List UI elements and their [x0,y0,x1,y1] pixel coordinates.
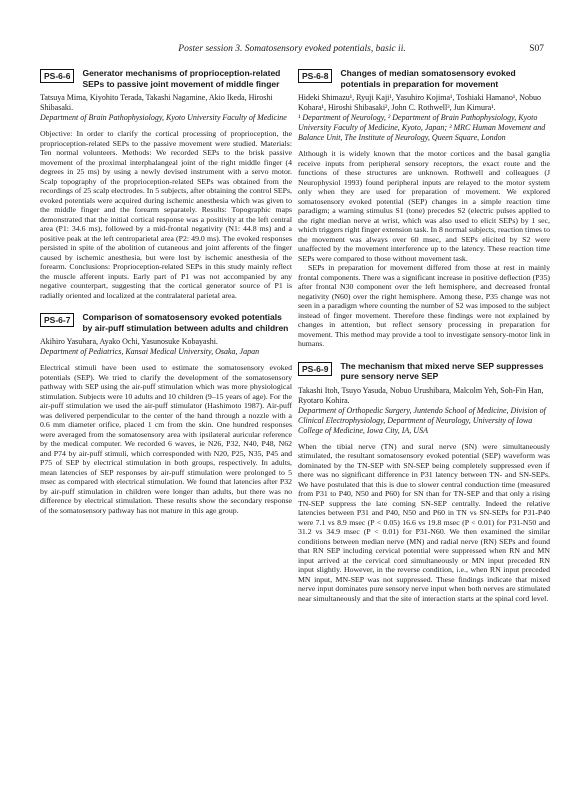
abstract-code: PS-6-8 [298,69,332,83]
abstract-header [298,361,550,382]
abstract-ps-6-9 [298,361,550,604]
abstract-body: Objective: In order to clarify the cortical processing of proprioception, the proprioception-related SEPs to the passive movement were studied. Materials: Ten normal volunteers. Methods: We recorded SEPs to the brisk passive movement of the proximal interphalangeal joint of the right middle finger (4 degrees in 25 ms) by using a newly devised instrument with a servo motor. Scalp topography of the proprioception-related SEPs was obtained from the recordings of 25 scalp electrodes. In 5 subjects, after obtaining the control SEPs, evoked potentials were acquired during ischemic anesthesia which was given to the middle finger and the forearm separately. Results: Topographic maps demonstrated that the initial cortical response was a positivity at the left central area (P1: 34.6 ms), followed by a mid-frontal negativity (N1: 44.8 ms) and a positive peak at the left centroparietal area (P2: 49.0 ms). The evoked responses persisted in spite of the abolition of cutaneous and joint afferents of the finger caused by ischemic anesthesia, but were lost by ischemic anesthesia of the forearm. Conclusions: Proprioception-related SEPs in this study mainly reflect the muscle afferent inputs. Early part of P1 was not accompanied by any negative counterpart, suggesting that the cortical generator source of P1 is radially oriented and localized at the contralateral parietal area. [40,129,292,300]
running-title: Poster session 3. Somatosensory evoked potentials, basic ii. [178,44,406,54]
abstract-body: Electrical stimuli have been used to estimate the somatosensory evoked potentials (SEP). We tried to clarify the development of the somatosensory pathway with SEP using the air-puff stimulation which was more physiological stimulation. Subjects were 10 adults and 10 children (9–15 years of age). For the air-puff stimulation we used the air-puff stimulator (Hashimoto 1987). Air-puff was delivered perpendicular to the center of the hand through a nozzle with a 0.6 mm diameter orifice, placed 1 cm from the skin. One hundred responses were averaged from the somatosensory area with ipsilateral auricular reference by the medical computer. We recorded 6 waves, ie N26, P32, N40, P48, N62 and P74 by air-puff stimuli, which corresponded with N20, P25, N35, P45 and P75 of SEP by electrical stimulation in both groups, respectively. In adults, mean latencies of SEP responses by air-puff stimulation were prolonged to 5 msec as compared with electrical stimulation. We found that latencies after P32 by air-puff stimulation in children were longer than adults, but there was no difference by electrical stimulation. These results show the secondary response of the somatosensory pathway has not mature in this age group. [40,363,292,515]
abstract-title: Comparison of somatosensory evoked potentials by air-puff stimulation between adults and children [82,312,289,333]
abstract-title: The mechanism that mixed nerve SEP suppresses pure sensory nerve SEP [340,360,544,381]
abstract-ps-6-8 [298,68,550,349]
abstract-authors: Akihiro Yasuhara, Ayako Ochi, Yasunosuke Kobayashi. [40,337,218,346]
abstract-header [40,312,292,333]
abstract-authors: Takashi Itoh, Tsuyo Yasuda, Nobuo Urushibara, Malcolm Yeh, Soh-Fin Han, Ryotaro Kohira. [298,385,544,405]
right-column [298,68,550,615]
abstract-title: Changes of median somatosensory evoked potentials in preparation for movement [340,68,516,89]
abstract-affiliation: Department of Brain Pathophysiology, Kyoto University Faculty of Medicine [40,113,287,122]
abstract-body: When the tibial nerve (TN) and sural nerve (SN) were simultaneously stimulated, the resultant somatosensory evoked potential (SEP) waveform was dominated by the TN-SEP with SN-SEP being completely suppressed even if there was no significant difference in P31 latency between TN- and SN-SEPs. We have postulated that this is due to slower central conduction time (measured from P31 to P40, N50 and P60) for SN than for TN-SEP and that only a rising TN-SEP suppress the late coming SN-SEP centrally. Indeed the relative latencies between P31 and P40, N50 and P60 in TN vs SN-SEPs for P31-P40 were 7.1 vs 8.9 msec (P < 0.05) 16.6 vs 19.8 msec (P < 0.01) for P31-N50 and 31.2 vs 34.9 msec (P < 0.01) for P31-N60. We then examined the similar conditions between median nerve (MN) and radial nerve (RN) SEPs and found that RN SEP including cervical potential were suppressed when RN and MN input arrived at the cervical cord simultaneously or MN input preceded RN input slightly. However, in the reverse condition, i.e., when RN input preceded MN input, MN-SEP was not suppressed. These findings indicate that mixed nerve input dominates pure sensory nerve input when both nerves are stimulated near simultaneously and that the site of interaction starts at the spinal cord level. [298,441,550,603]
abstract-title: Generator mechanisms of proprioception-related SEPs to passive joint movement of middle finger [82,68,281,89]
abstract-header [40,68,292,89]
abstract-affiliation: Department of Orthopedic Surgery, Juntendo School of Medicine, Division of Clinical Electrophysiology, Department of Neurology, University of Iowa College of Medicine, Iowa City, IA, USA [298,405,546,435]
abstract-ps-6-6 [40,68,292,300]
abstract-body: Although it is widely known that the motor cortices and the basal ganglia receive inputs from peripheral sensory receptors, the exact route and the functions of these structures are unknown. Rothwell and colleagues (J Neurophysiol 1993) found peripheral inputs are relayed to the motor system only when they are used for preparation of movement. We explored somatosensory evoked potential (SEP) changes in a simple reaction time paradigm; a warning stimulus S1 (tone) precedes S2 (electric pulses applied to the right median nerve at wrist, which was also used to elicit SEPs) by 1 sec, which triggers right finger extension task. In 8 normal subjects, reaction times to the movement was always over 60 msec, and SEPs elicited by S2 were unaffected by the movement interference up to the latency. These reaction time SEPs were compared to those without movement task. [298,149,550,263]
abstract-authors: Tatsuya Mima, Kiyohito Terada, Takashi Nagamine, Akio Ikeda, Hiroshi Shibasaki. [40,93,273,112]
abstract-header [298,68,550,89]
left-column [40,68,292,527]
abstract-code: PS-6-6 [40,69,74,83]
abstract-ps-6-7 [40,312,292,515]
page-header [40,40,544,56]
page-number: S07 [529,44,544,54]
abstract-code: PS-6-7 [40,313,74,327]
abstract-authors: Hideki Shimazu¹, Ryuji Kaji¹, Yasuhiro Kojima¹, Toshiaki Hamano¹, Nobuo Kohara¹, Hiroshi Shibasaki², John C. Rothwell³, Jun Kimura¹. [298,93,541,112]
abstract-affiliation: ¹ Department of Neurology, ² Department of Brain Pathophysiology, Kyoto University Faculty of Medicine, Kyoto, Japan; ³ MRC Human Movement and Balance Unit, The Institute of Neurology, Queen Square, London [298,113,546,142]
abstract-code: PS-6-9 [298,362,332,376]
abstract-affiliation: Department of Pediatrics, Kansai Medical University, Osaka, Japan [40,347,260,356]
abstract-body-continued: SEPs in preparation for movement differed from those at rest in mainly frontal components. There was a significant increase in positive deflection (P35) after frontal N30 component over the left hemisphere, and decreased frontal negativity (N60) over the right hemisphere. Among these, P35 change was not seen in a paradigm where counting the number of S2 was imposed to the subject instead of finger movement. Therefore these findings were not explained by changes in attention, but reflect sensory processing in preparation for movement. This method may provide a tool to investigate sensory-motor link in humans. [298,263,550,348]
